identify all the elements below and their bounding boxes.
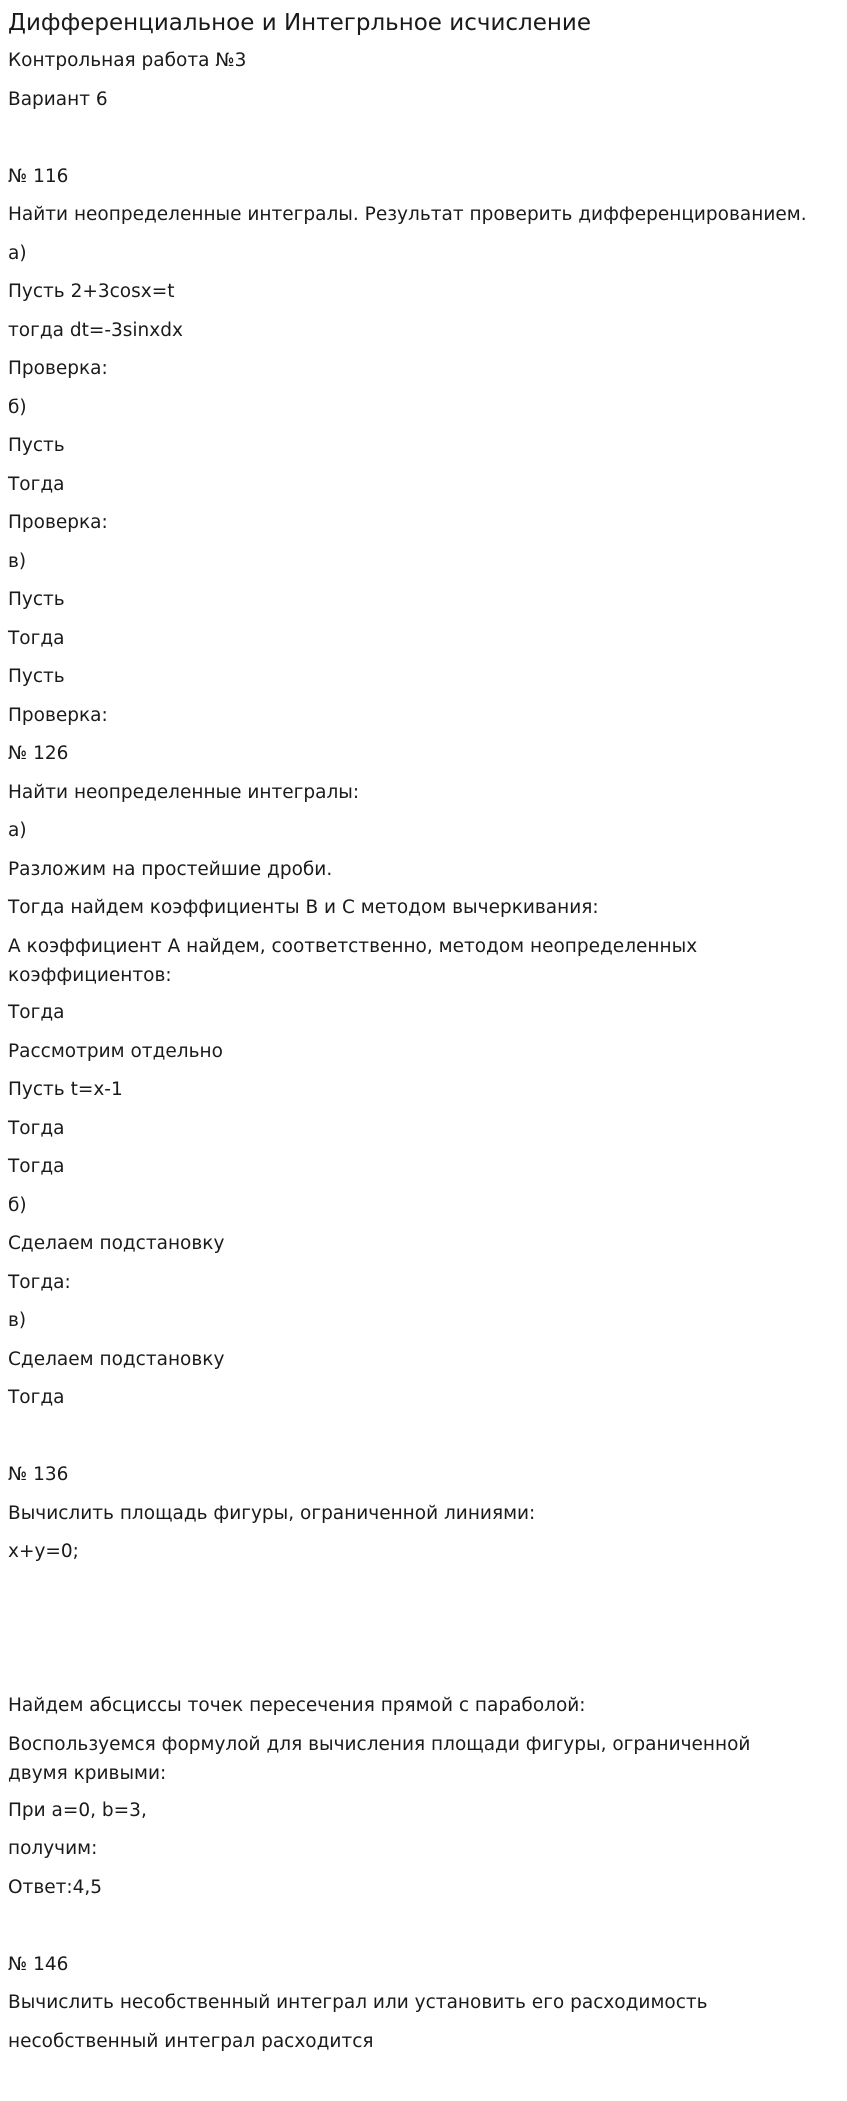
task126-part-a-consider: Рассмотрим отдельно bbox=[8, 1041, 223, 1062]
document-title: Дифференциальное и Интегрльное исчисление bbox=[8, 10, 592, 36]
task146-conclusion: несобственный интеграл расходится bbox=[8, 2031, 374, 2052]
task116-part-b-let: Пусть bbox=[8, 435, 65, 456]
task116-part-a-check: Проверка: bbox=[8, 358, 108, 379]
task136-number: № 136 bbox=[8, 1464, 69, 1485]
task126-part-b-then: Тогда: bbox=[8, 1272, 71, 1293]
task126-part-a-then3: Тогда bbox=[8, 1156, 65, 1177]
task126-part-c-substitution: Сделаем подстановку bbox=[8, 1349, 225, 1370]
task116-part-c-let2: Пусть bbox=[8, 666, 65, 687]
task136-statement: Вычислить площадь фигуры, ограниченной линиями: bbox=[8, 1503, 536, 1524]
task116-part-c-check: Проверка: bbox=[8, 705, 108, 726]
document-subtitle: Контрольная работа №3 bbox=[8, 50, 247, 71]
task136-result: получим: bbox=[8, 1838, 98, 1859]
task116-statement: Найти неопределенные интегралы. Результат проверить дифференцированием. bbox=[8, 204, 807, 225]
variant-label: Вариант 6 bbox=[8, 89, 108, 110]
task136-bounds: При a=0, b=3, bbox=[8, 1800, 147, 1821]
task116-part-b-then: Тогда bbox=[8, 474, 65, 495]
task126-statement: Найти неопределенные интегралы: bbox=[8, 782, 360, 803]
task136-formula: Воспользуемся формулой для вычисления площади фигуры, ограниченной двумя кривыми: bbox=[8, 1734, 751, 1784]
task136-intersection: Найдем абсциссы точек пересечения прямой с параболой: bbox=[8, 1695, 586, 1716]
task126-part-a-then1: Тогда bbox=[8, 1002, 65, 1023]
task126-part-a-decompose: Разложим на простейшие дроби. bbox=[8, 859, 333, 880]
task116-number: № 116 bbox=[8, 166, 69, 187]
task126-part-b-label: б) bbox=[8, 1195, 27, 1216]
task126-part-a-substitution: Пусть t=x-1 bbox=[8, 1079, 123, 1100]
task146-number: № 146 bbox=[8, 1954, 69, 1975]
task116-part-b-label: б) bbox=[8, 397, 27, 418]
task116-part-b-check: Проверка: bbox=[8, 512, 108, 533]
task116-part-c-then: Тогда bbox=[8, 628, 65, 649]
task116-part-a-differential: тогда dt=-3sinxdx bbox=[8, 320, 183, 341]
task136-answer: Ответ:4,5 bbox=[8, 1877, 103, 1898]
task116-part-c-let: Пусть bbox=[8, 589, 65, 610]
task126-part-a-label: а) bbox=[8, 820, 27, 841]
task116-part-a-label: а) bbox=[8, 243, 27, 264]
task126-part-a-then2: Тогда bbox=[8, 1118, 65, 1139]
task116-part-c-label: в) bbox=[8, 551, 27, 572]
task126-number: № 126 bbox=[8, 743, 69, 764]
task126-part-a-coefficient-a: А коэффициент А найдем, соответственно, методом неопределенных коэффициентов: bbox=[8, 936, 698, 986]
task116-part-a-substitution: Пусть 2+3cosx=t bbox=[8, 281, 175, 302]
task146-statement: Вычислить несобственный интеграл или установить его расходимость bbox=[8, 1992, 708, 2013]
task126-part-c-label: в) bbox=[8, 1310, 27, 1331]
task136-line-equation: x+y=0; bbox=[8, 1541, 79, 1562]
task126-part-a-coefficients-bc: Тогда найдем коэффициенты В и С методом вычеркивания: bbox=[8, 897, 599, 918]
task126-part-c-then: Тогда bbox=[8, 1387, 65, 1408]
task126-part-b-substitution: Сделаем подстановку bbox=[8, 1233, 225, 1254]
